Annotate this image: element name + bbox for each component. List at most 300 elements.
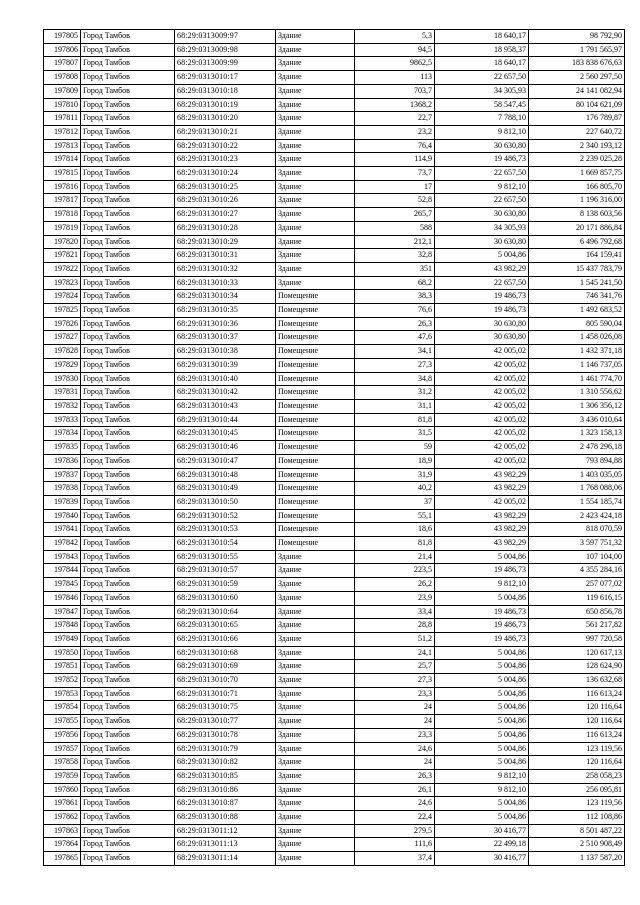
cell-city-name: Город Тамбов <box>81 125 175 139</box>
cell-row-number: 197862 <box>44 811 81 825</box>
cell-city-name: Город Тамбов <box>81 715 175 729</box>
cell-specific-value: 30 630,80 <box>435 208 529 222</box>
cell-cadastral-value: 120 116,64 <box>529 756 625 770</box>
cell-area: 22,4 <box>355 811 435 825</box>
cell-area: 31,9 <box>355 468 435 482</box>
table-row <box>44 208 625 222</box>
table-row <box>44 769 625 783</box>
cell-object-type: Здание <box>276 276 355 290</box>
cell-object-type: Помещение <box>276 345 355 359</box>
cell-area: 23,3 <box>355 687 435 701</box>
cell-cadastral-value: 1 791 565,97 <box>529 43 625 57</box>
cell-specific-value: 19 486,73 <box>435 605 529 619</box>
cell-cadastral-number: 68:29:0313010:38 <box>175 345 276 359</box>
cell-city-name: Город Тамбов <box>81 509 175 523</box>
cell-cadastral-value: 1 458 026,08 <box>529 331 625 345</box>
table-row <box>44 139 625 153</box>
cell-cadastral-number: 68:29:0313010:31 <box>175 249 276 263</box>
cell-cadastral-value: 561 217,82 <box>529 619 625 633</box>
cell-object-type: Здание <box>276 605 355 619</box>
cell-specific-value: 42 005,02 <box>435 427 529 441</box>
cell-cadastral-number: 68:29:0313009:98 <box>175 43 276 57</box>
cell-row-number: 197824 <box>44 290 81 304</box>
cell-cadastral-value: 112 108,86 <box>529 811 625 825</box>
cell-object-type: Здание <box>276 852 355 866</box>
cell-specific-value: 18 640,17 <box>435 57 529 71</box>
cell-row-number: 197836 <box>44 454 81 468</box>
cell-city-name: Город Тамбов <box>81 427 175 441</box>
cell-area: 33,4 <box>355 605 435 619</box>
cell-row-number: 197812 <box>44 125 81 139</box>
cell-city-name: Город Тамбов <box>81 57 175 71</box>
cell-object-type: Здание <box>276 632 355 646</box>
cell-specific-value: 42 005,02 <box>435 495 529 509</box>
table-row <box>44 687 625 701</box>
table-row <box>44 317 625 331</box>
table-row <box>44 276 625 290</box>
cell-object-type: Здание <box>276 30 355 44</box>
cell-cadastral-value: 818 070,59 <box>529 523 625 537</box>
cell-cadastral-number: 68:29:0313010:47 <box>175 454 276 468</box>
cell-area: 73,7 <box>355 167 435 181</box>
cell-cadastral-value: 120 617,13 <box>529 646 625 660</box>
cell-cadastral-value: 1 669 857,75 <box>529 167 625 181</box>
cell-specific-value: 5 004,86 <box>435 249 529 263</box>
cell-cadastral-value: 166 805,70 <box>529 180 625 194</box>
cell-cadastral-value: 120 116,64 <box>529 715 625 729</box>
cell-cadastral-value: 1 196 316,00 <box>529 194 625 208</box>
cell-row-number: 197825 <box>44 304 81 318</box>
cell-object-type: Здание <box>276 811 355 825</box>
cell-city-name: Город Тамбов <box>81 756 175 770</box>
cell-row-number: 197851 <box>44 660 81 674</box>
cell-cadastral-number: 68:29:0313010:37 <box>175 331 276 345</box>
cell-area: 34,1 <box>355 345 435 359</box>
cell-cadastral-value: 24 141 082,94 <box>529 84 625 98</box>
cell-cadastral-number: 68:29:0313010:65 <box>175 619 276 633</box>
cell-area: 24 <box>355 715 435 729</box>
cell-cadastral-value: 2 510 908,49 <box>529 838 625 852</box>
cell-area: 26,1 <box>355 783 435 797</box>
cell-specific-value: 19 486,73 <box>435 632 529 646</box>
cell-row-number: 197814 <box>44 153 81 167</box>
cell-object-type: Помещение <box>276 358 355 372</box>
cell-object-type: Здание <box>276 674 355 688</box>
cell-row-number: 197841 <box>44 523 81 537</box>
cell-area: 23,2 <box>355 125 435 139</box>
cell-specific-value: 22 657,50 <box>435 71 529 85</box>
cell-row-number: 197848 <box>44 619 81 633</box>
cell-city-name: Город Тамбов <box>81 139 175 153</box>
cell-row-number: 197849 <box>44 632 81 646</box>
cell-cadastral-number: 68:29:0313010:66 <box>175 632 276 646</box>
cell-cadastral-number: 68:29:0313010:23 <box>175 153 276 167</box>
cell-cadastral-number: 68:29:0313010:21 <box>175 125 276 139</box>
table-body <box>44 30 625 866</box>
table-row <box>44 811 625 825</box>
cell-cadastral-value: 1 306 356,12 <box>529 399 625 413</box>
cell-cadastral-value: 257 077,02 <box>529 578 625 592</box>
cell-row-number: 197835 <box>44 441 81 455</box>
cell-specific-value: 30 630,80 <box>435 235 529 249</box>
cell-cadastral-value: 805 590,04 <box>529 317 625 331</box>
cell-row-number: 197807 <box>44 57 81 71</box>
cell-object-type: Здание <box>276 715 355 729</box>
cell-city-name: Город Тамбов <box>81 249 175 263</box>
table-row <box>44 98 625 112</box>
cell-cadastral-value: 1 432 371,18 <box>529 345 625 359</box>
table-row <box>44 674 625 688</box>
cell-area: 31,5 <box>355 427 435 441</box>
cell-cadastral-value: 256 095,81 <box>529 783 625 797</box>
table-row <box>44 742 625 756</box>
cell-object-type: Помещение <box>276 386 355 400</box>
cell-specific-value: 42 005,02 <box>435 386 529 400</box>
table-row <box>44 454 625 468</box>
cell-city-name: Город Тамбов <box>81 838 175 852</box>
cell-city-name: Город Тамбов <box>81 769 175 783</box>
cell-area: 22,7 <box>355 112 435 126</box>
cell-cadastral-number: 68:29:0313010:33 <box>175 276 276 290</box>
cell-area: 25,7 <box>355 660 435 674</box>
cell-object-type: Здание <box>276 701 355 715</box>
cell-cadastral-number: 68:29:0313010:39 <box>175 358 276 372</box>
cell-city-name: Город Тамбов <box>81 619 175 633</box>
cell-row-number: 197831 <box>44 386 81 400</box>
cell-object-type: Здание <box>276 660 355 674</box>
cell-specific-value: 30 416,77 <box>435 852 529 866</box>
cell-row-number: 197865 <box>44 852 81 866</box>
table-row <box>44 125 625 139</box>
cell-city-name: Город Тамбов <box>81 701 175 715</box>
table-row <box>44 482 625 496</box>
cell-city-name: Город Тамбов <box>81 180 175 194</box>
cell-area: 18,6 <box>355 523 435 537</box>
cell-row-number: 197843 <box>44 550 81 564</box>
cell-object-type: Помещение <box>276 290 355 304</box>
cell-cadastral-number: 68:29:0313010:68 <box>175 646 276 660</box>
cell-row-number: 197855 <box>44 715 81 729</box>
cell-cadastral-value: 176 789,87 <box>529 112 625 126</box>
cell-cadastral-number: 68:29:0313010:29 <box>175 235 276 249</box>
table-row <box>44 564 625 578</box>
cell-object-type: Здание <box>276 125 355 139</box>
cell-cadastral-number: 68:29:0313010:71 <box>175 687 276 701</box>
cell-specific-value: 30 630,80 <box>435 331 529 345</box>
cell-area: 265,7 <box>355 208 435 222</box>
cell-area: 114,9 <box>355 153 435 167</box>
cell-specific-value: 18 958,37 <box>435 43 529 57</box>
cell-cadastral-number: 68:29:0313010:57 <box>175 564 276 578</box>
cell-specific-value: 30 630,80 <box>435 317 529 331</box>
cell-cadastral-number: 68:29:0313010:25 <box>175 180 276 194</box>
cell-cadastral-value: 1 554 185,74 <box>529 495 625 509</box>
table-row <box>44 701 625 715</box>
cell-area: 26,3 <box>355 317 435 331</box>
cell-city-name: Город Тамбов <box>81 742 175 756</box>
cell-city-name: Город Тамбов <box>81 687 175 701</box>
cell-row-number: 197850 <box>44 646 81 660</box>
cell-object-type: Помещение <box>276 399 355 413</box>
cell-cadastral-value: 80 104 621,09 <box>529 98 625 112</box>
cell-cadastral-value: 4 355 284,16 <box>529 564 625 578</box>
cell-object-type: Здание <box>276 57 355 71</box>
cell-object-type: Помещение <box>276 482 355 496</box>
table-row <box>44 852 625 866</box>
cell-object-type: Здание <box>276 838 355 852</box>
cell-cadastral-number: 68:29:0313011:14 <box>175 852 276 866</box>
cell-cadastral-value: 1 310 556,62 <box>529 386 625 400</box>
table-row <box>44 290 625 304</box>
cell-specific-value: 5 004,86 <box>435 646 529 660</box>
cell-area: 76,4 <box>355 139 435 153</box>
cell-cadastral-value: 746 341,76 <box>529 290 625 304</box>
cell-specific-value: 9 812,10 <box>435 125 529 139</box>
cell-object-type: Здание <box>276 769 355 783</box>
table-row <box>44 262 625 276</box>
cell-cadastral-value: 1 461 774,70 <box>529 372 625 386</box>
cell-specific-value: 42 005,02 <box>435 358 529 372</box>
cell-specific-value: 5 004,86 <box>435 701 529 715</box>
cell-area: 23,3 <box>355 728 435 742</box>
cell-city-name: Город Тамбов <box>81 358 175 372</box>
cell-city-name: Город Тамбов <box>81 578 175 592</box>
cell-cadastral-value: 136 632,68 <box>529 674 625 688</box>
cell-area: 40,2 <box>355 482 435 496</box>
cell-row-number: 197852 <box>44 674 81 688</box>
cell-city-name: Город Тамбов <box>81 331 175 345</box>
cell-row-number: 197860 <box>44 783 81 797</box>
cell-specific-value: 19 486,73 <box>435 619 529 633</box>
cell-specific-value: 42 005,02 <box>435 345 529 359</box>
cell-cadastral-value: 2 340 193,12 <box>529 139 625 153</box>
table-row <box>44 591 625 605</box>
cell-specific-value: 9 812,10 <box>435 769 529 783</box>
cell-city-name: Город Тамбов <box>81 235 175 249</box>
cell-cadastral-value: 6 496 792,68 <box>529 235 625 249</box>
cell-cadastral-value: 123 119,56 <box>529 797 625 811</box>
cell-row-number: 197823 <box>44 276 81 290</box>
table-row <box>44 495 625 509</box>
cell-city-name: Город Тамбов <box>81 811 175 825</box>
cell-cadastral-number: 68:29:0313010:55 <box>175 550 276 564</box>
cell-specific-value: 43 982,29 <box>435 482 529 496</box>
cell-city-name: Город Тамбов <box>81 71 175 85</box>
cell-cadastral-number: 68:29:0313010:79 <box>175 742 276 756</box>
cell-area: 24,6 <box>355 797 435 811</box>
table-row <box>44 783 625 797</box>
cell-cadastral-value: 8 501 487,22 <box>529 824 625 838</box>
cell-area: 17 <box>355 180 435 194</box>
cell-city-name: Город Тамбов <box>81 345 175 359</box>
cell-cadastral-value: 15 437 783,79 <box>529 262 625 276</box>
cell-row-number: 197811 <box>44 112 81 126</box>
cell-cadastral-number: 68:29:0313010:50 <box>175 495 276 509</box>
cell-row-number: 197859 <box>44 769 81 783</box>
table-row <box>44 715 625 729</box>
cell-area: 279,5 <box>355 824 435 838</box>
cell-cadastral-value: 1 768 088,06 <box>529 482 625 496</box>
cell-specific-value: 43 982,29 <box>435 509 529 523</box>
cell-specific-value: 9 812,10 <box>435 783 529 797</box>
cell-area: 37 <box>355 495 435 509</box>
cell-object-type: Здание <box>276 194 355 208</box>
cell-cadastral-number: 68:29:0313010:86 <box>175 783 276 797</box>
cell-area: 21,4 <box>355 550 435 564</box>
cell-cadastral-value: 1 146 737,05 <box>529 358 625 372</box>
cell-area: 1368,2 <box>355 98 435 112</box>
cell-row-number: 197838 <box>44 482 81 496</box>
cell-area: 113 <box>355 71 435 85</box>
cell-city-name: Город Тамбов <box>81 262 175 276</box>
cell-object-type: Здание <box>276 646 355 660</box>
cell-area: 81,8 <box>355 413 435 427</box>
cell-row-number: 197833 <box>44 413 81 427</box>
table-row <box>44 221 625 235</box>
cell-cadastral-value: 1 492 683,52 <box>529 304 625 318</box>
cell-cadastral-value: 183 838 676,63 <box>529 57 625 71</box>
cell-object-type: Здание <box>276 797 355 811</box>
table-row <box>44 235 625 249</box>
cell-specific-value: 58 547,45 <box>435 98 529 112</box>
cell-object-type: Здание <box>276 43 355 57</box>
cell-object-type: Здание <box>276 98 355 112</box>
cell-object-type: Здание <box>276 167 355 181</box>
table-row <box>44 838 625 852</box>
cell-specific-value: 43 982,29 <box>435 468 529 482</box>
cell-city-name: Город Тамбов <box>81 386 175 400</box>
cell-city-name: Город Тамбов <box>81 537 175 551</box>
cell-area: 47,6 <box>355 331 435 345</box>
table-row <box>44 249 625 263</box>
cell-cadastral-value: 123 119,56 <box>529 742 625 756</box>
table-row <box>44 153 625 167</box>
cell-area: 27,3 <box>355 674 435 688</box>
cell-row-number: 197861 <box>44 797 81 811</box>
table-row <box>44 427 625 441</box>
cell-cadastral-value: 2 560 297,50 <box>529 71 625 85</box>
cell-area: 24,1 <box>355 646 435 660</box>
table-row <box>44 509 625 523</box>
table-row <box>44 386 625 400</box>
cell-cadastral-number: 68:29:0313009:97 <box>175 30 276 44</box>
table-row <box>44 660 625 674</box>
cell-specific-value: 19 486,73 <box>435 153 529 167</box>
cell-area: 37,4 <box>355 852 435 866</box>
cell-specific-value: 19 486,73 <box>435 290 529 304</box>
cell-row-number: 197829 <box>44 358 81 372</box>
cell-object-type: Здание <box>276 783 355 797</box>
cell-city-name: Город Тамбов <box>81 208 175 222</box>
cell-cadastral-value: 997 720,58 <box>529 632 625 646</box>
table-row <box>44 194 625 208</box>
cell-row-number: 197813 <box>44 139 81 153</box>
cell-object-type: Помещение <box>276 537 355 551</box>
cell-row-number: 197845 <box>44 578 81 592</box>
table-row <box>44 71 625 85</box>
cell-cadastral-value: 1 137 587,20 <box>529 852 625 866</box>
cell-area: 588 <box>355 221 435 235</box>
cell-object-type: Здание <box>276 84 355 98</box>
cell-object-type: Здание <box>276 139 355 153</box>
cell-object-type: Помещение <box>276 317 355 331</box>
cell-city-name: Город Тамбов <box>81 660 175 674</box>
cell-row-number: 197858 <box>44 756 81 770</box>
cell-cadastral-value: 3 436 010,64 <box>529 413 625 427</box>
cell-object-type: Здание <box>276 564 355 578</box>
cell-specific-value: 42 005,02 <box>435 441 529 455</box>
cell-specific-value: 43 982,29 <box>435 523 529 537</box>
cell-specific-value: 9 812,10 <box>435 180 529 194</box>
cell-city-name: Город Тамбов <box>81 413 175 427</box>
table-row <box>44 468 625 482</box>
cell-city-name: Город Тамбов <box>81 495 175 509</box>
cell-row-number: 197840 <box>44 509 81 523</box>
cell-cadastral-number: 68:29:0313010:88 <box>175 811 276 825</box>
cell-area: 26,2 <box>355 578 435 592</box>
cell-object-type: Здание <box>276 221 355 235</box>
cell-city-name: Город Тамбов <box>81 482 175 496</box>
cell-row-number: 197827 <box>44 331 81 345</box>
cell-cadastral-value: 650 856,78 <box>529 605 625 619</box>
cell-specific-value: 43 982,29 <box>435 262 529 276</box>
cell-cadastral-number: 68:29:0313010:52 <box>175 509 276 523</box>
cell-cadastral-value: 107 104,00 <box>529 550 625 564</box>
cell-row-number: 197821 <box>44 249 81 263</box>
cell-specific-value: 18 640,17 <box>435 30 529 44</box>
cell-object-type: Здание <box>276 153 355 167</box>
cell-row-number: 197828 <box>44 345 81 359</box>
cell-area: 23,9 <box>355 591 435 605</box>
cell-city-name: Город Тамбов <box>81 441 175 455</box>
cell-row-number: 197857 <box>44 742 81 756</box>
cell-cadastral-number: 68:29:0313010:17 <box>175 71 276 85</box>
cell-cadastral-number: 68:29:0313010:64 <box>175 605 276 619</box>
cell-row-number: 197808 <box>44 71 81 85</box>
cell-city-name: Город Тамбов <box>81 605 175 619</box>
cell-cadastral-number: 68:29:0313010:24 <box>175 167 276 181</box>
cell-cadastral-number: 68:29:0313010:18 <box>175 84 276 98</box>
cell-cadastral-number: 68:29:0313010:87 <box>175 797 276 811</box>
cell-object-type: Здание <box>276 71 355 85</box>
table-row <box>44 646 625 660</box>
cell-cadastral-number: 68:29:0313010:59 <box>175 578 276 592</box>
cadastral-value-table <box>43 29 625 866</box>
cell-specific-value: 5 004,86 <box>435 756 529 770</box>
cell-object-type: Здание <box>276 112 355 126</box>
cell-object-type: Здание <box>276 249 355 263</box>
cell-city-name: Город Тамбов <box>81 112 175 126</box>
table-row <box>44 372 625 386</box>
cell-cadastral-value: 227 640,72 <box>529 125 625 139</box>
cell-cadastral-value: 20 171 886,84 <box>529 221 625 235</box>
cell-object-type: Помещение <box>276 468 355 482</box>
cell-row-number: 197818 <box>44 208 81 222</box>
cell-area: 26,3 <box>355 769 435 783</box>
table-row <box>44 728 625 742</box>
cell-object-type: Помещение <box>276 331 355 345</box>
cell-city-name: Город Тамбов <box>81 783 175 797</box>
cell-object-type: Здание <box>276 728 355 742</box>
table-row <box>44 441 625 455</box>
table-row <box>44 304 625 318</box>
cell-row-number: 197820 <box>44 235 81 249</box>
table-row <box>44 619 625 633</box>
cell-specific-value: 42 005,02 <box>435 372 529 386</box>
cell-cadastral-number: 68:29:0313010:34 <box>175 290 276 304</box>
cell-object-type: Помещение <box>276 509 355 523</box>
cell-city-name: Город Тамбов <box>81 317 175 331</box>
